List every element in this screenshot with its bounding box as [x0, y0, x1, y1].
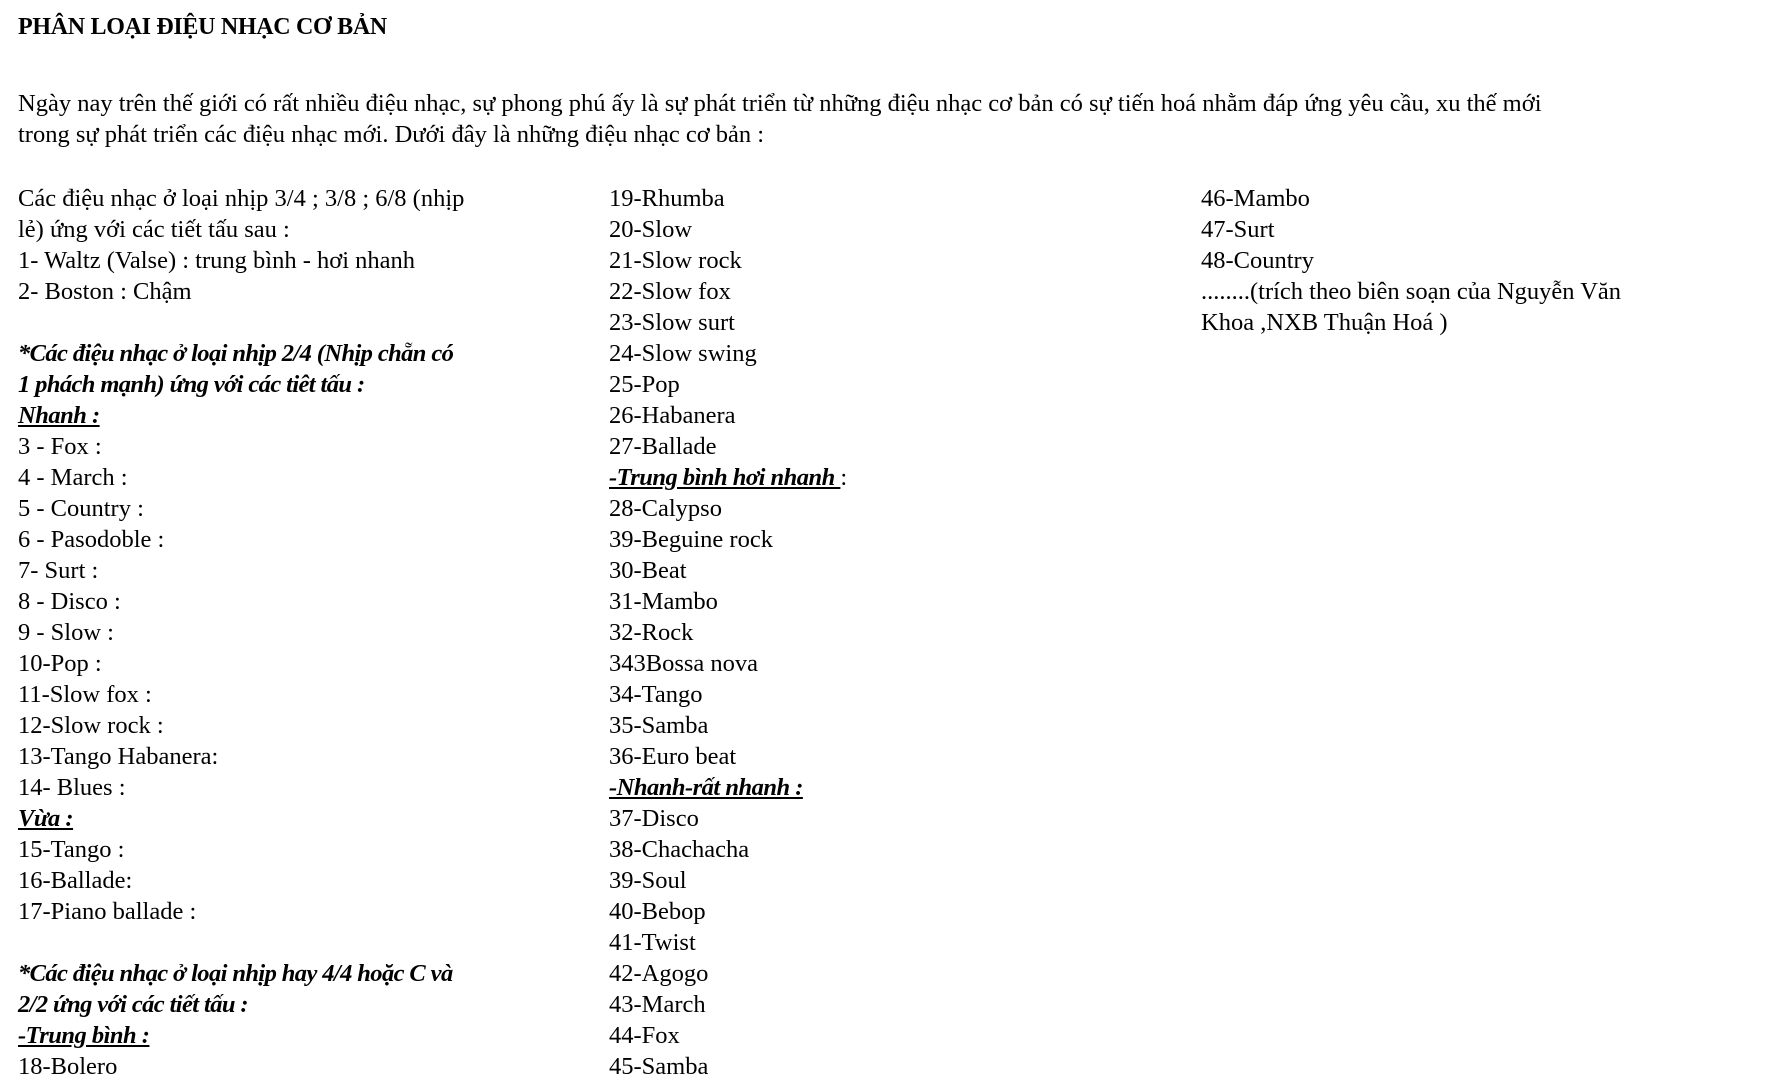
duple-meter-heading: 1 phách mạnh) ứng với các tiêt tấu :	[18, 371, 365, 398]
column-2	[609, 183, 1169, 1082]
list-item: 43-March	[609, 991, 706, 1018]
list-item: 37-Disco	[609, 805, 699, 832]
triple-meter-intro: lẻ) ứng với các tiết tấu sau :	[18, 216, 290, 243]
list-item: 31-Mambo	[609, 588, 718, 615]
fast-label: Nhanh :	[18, 402, 100, 429]
average-label: -Trung bình :	[18, 1022, 150, 1049]
list-item: 15-Tango :	[18, 836, 125, 863]
list-item: 3 - Fox :	[18, 433, 102, 460]
medium-label: Vừa :	[18, 805, 74, 832]
very-fast-label: -Nhanh-rất nhanh :	[609, 774, 803, 801]
list-item: 9 - Slow :	[18, 619, 114, 646]
quadruple-meter-heading: 2/2 ứng với các tiết tấu :	[18, 991, 248, 1018]
quadruple-meter-heading: *Các điệu nhạc ở loại nhịp hay 4/4 hoặc C và	[18, 960, 453, 987]
triple-meter-intro: Các điệu nhạc ở loại nhịp 3/4 ; 3/8 ; 6/8 (nhịp	[18, 185, 465, 212]
column-3	[1201, 183, 1741, 338]
list-item: 7- Surt :	[18, 557, 99, 584]
list-item: 17-Piano ballade :	[18, 898, 197, 925]
list-item: 34-Tango	[609, 681, 703, 708]
list-item: 26-Habanera	[609, 402, 736, 429]
list-item: 41-Twist	[609, 929, 696, 956]
list-item: 46-Mambo	[1201, 185, 1310, 212]
intro-paragraph	[18, 88, 1738, 150]
list-item: 8 - Disco :	[18, 588, 121, 615]
list-item: 40-Bebop	[609, 898, 706, 925]
list-item: 5 - Country :	[18, 495, 144, 522]
intro-line: trong sự phát triển các điệu nhạc mới. Dưới đây là những điệu nhạc cơ bản :	[18, 121, 765, 148]
list-item: 343Bossa nova	[609, 650, 759, 677]
list-item: 1- Waltz (Valse) : trung bình - hơi nhanh	[18, 247, 416, 274]
list-item: 42-Agogo	[609, 960, 709, 987]
list-item: 18-Bolero	[18, 1053, 118, 1080]
list-item: 28-Calypso	[609, 495, 722, 522]
list-item: 27-Ballade	[609, 433, 717, 460]
list-item: 39-Soul	[609, 867, 687, 894]
list-item: 19-Rhumba	[609, 185, 725, 212]
list-item: 48-Country	[1201, 247, 1314, 274]
citation: Khoa ,NXB Thuận Hoá )	[1201, 309, 1448, 336]
list-item: 39-Beguine rock	[609, 526, 773, 553]
list-item: 25-Pop	[609, 371, 680, 398]
list-item: 22-Slow fox	[609, 278, 731, 305]
list-item: 44-Fox	[609, 1022, 680, 1049]
column-1	[18, 183, 588, 1082]
list-item: 23-Slow surt	[609, 309, 735, 336]
list-item: 45-Samba	[609, 1053, 709, 1080]
list-item: 11-Slow fox :	[18, 681, 152, 708]
list-item: 6 - Pasodoble :	[18, 526, 165, 553]
list-item: 13-Tango Habanera:	[18, 743, 219, 770]
list-item: 47-Surt	[1201, 216, 1275, 243]
list-item: 21-Slow rock	[609, 247, 742, 274]
medium-fast-label: -Trung bình hơi nhanh	[609, 464, 841, 491]
list-item: 38-Chachacha	[609, 836, 750, 863]
list-item: 16-Ballade:	[18, 867, 133, 894]
list-item: 10-Pop :	[18, 650, 102, 677]
list-item: 35-Samba	[609, 712, 709, 739]
list-item: 32-Rock	[609, 619, 694, 646]
list-item: 2- Boston : Chậm	[18, 278, 192, 305]
document-title: PHÂN LOẠI ĐIỆU NHẠC CƠ BẢN	[18, 14, 387, 40]
citation: ........(trích theo biên soạn của Nguyễn Văn	[1201, 278, 1622, 305]
medium-fast-colon: :	[840, 464, 848, 491]
list-item: 30-Beat	[609, 557, 687, 584]
spacer	[18, 927, 588, 958]
list-item: 20-Slow	[609, 216, 693, 243]
list-item: 4 - March :	[18, 464, 128, 491]
list-item: 36-Euro beat	[609, 743, 737, 770]
intro-line: Ngày nay trên thế giới có rất nhiều điệu nhạc, sự phong phú ấy là sự phát triển từ những điệu nhạc cơ bản có sự tiến hoá nhằm đáp ứng yêu cầu, xu thế mới	[18, 90, 1542, 117]
list-item: 24-Slow swing	[609, 340, 757, 367]
list-item: 14- Blues :	[18, 774, 126, 801]
spacer	[18, 307, 588, 338]
list-item: 12-Slow rock :	[18, 712, 164, 739]
duple-meter-heading: *Các điệu nhạc ở loại nhịp 2/4 (Nhịp chẵn có	[18, 340, 454, 367]
